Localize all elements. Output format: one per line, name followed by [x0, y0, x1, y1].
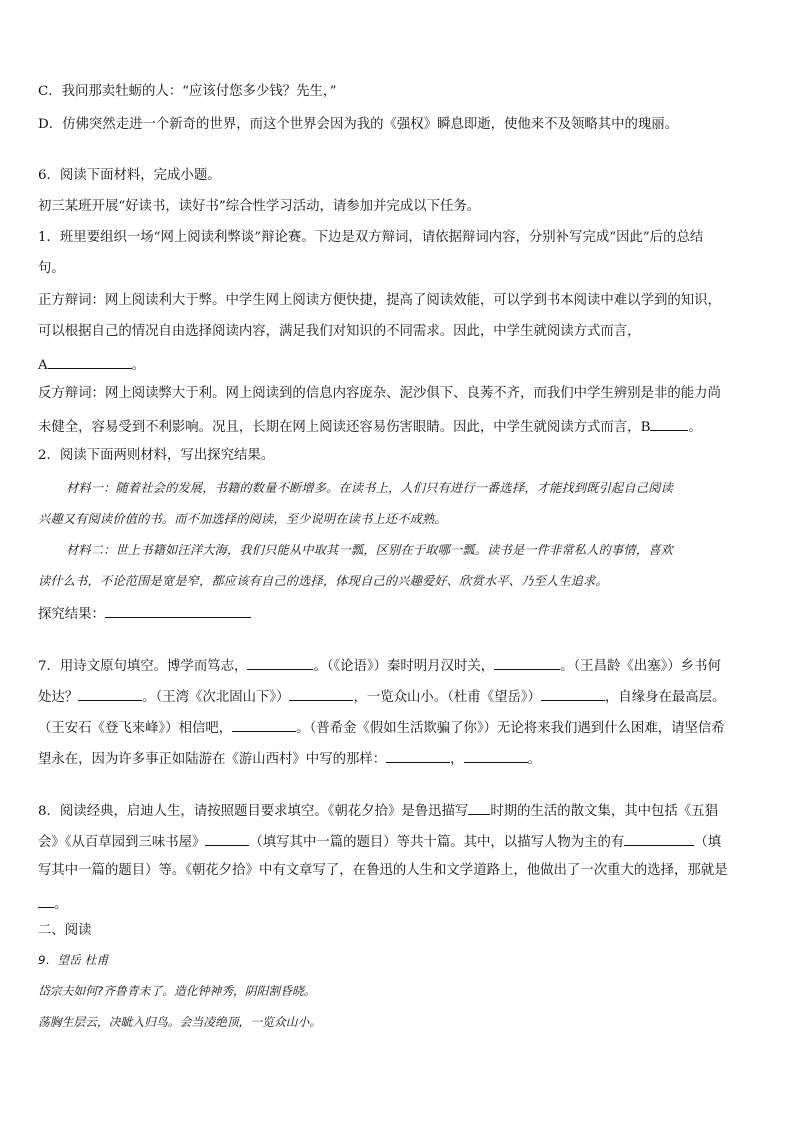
q8-line2 [38, 831, 721, 852]
pro-answer-end: 。 [131, 358, 146, 373]
material1-line2: 兴趣又有阅读价值的书。而不加选择的阅读，至少说明在读书上还不成熟。 [38, 512, 447, 526]
pro-argument-line1: 正方辩词：网上阅读利大于弊。中学生网上阅读方便快捷，提高了阅读效能，可以学到书本阅读中难以学到的知识， [38, 293, 721, 308]
q7-text-2c: ，一览众山小。（杜甫《望岳》） [353, 690, 541, 705]
q7-line2 [38, 686, 725, 707]
q7-text-1a: 7．用诗文原句填空。博学而笃志， [38, 659, 248, 674]
q7-text-2d: ，自缘身在最高层。 [604, 690, 726, 705]
q8-blank-3[interactable] [624, 831, 694, 846]
q6-task1-line2: 句。 [38, 261, 65, 276]
q8-blank-4[interactable] [38, 893, 54, 908]
material2-line1: 材料二：世上书籍如汪洋大海，我们只能从中取其一瓢，区别在于取哪一瓢。读书是一件非常私人的事情，喜欢 [66, 543, 673, 557]
q7-text-2b: 。（王湾《次北固山下》） [142, 690, 290, 705]
q7-text-4c: 。 [527, 752, 541, 767]
pro-argument-line2: 可以根据自己的情况自由选择阅读内容，满足我们对知识的不同需求。因此，中学生就阅读方式而言， [38, 324, 641, 339]
q7-blank-4[interactable] [289, 686, 353, 701]
q7-blank-2[interactable] [494, 655, 560, 670]
q7-line1 [38, 655, 721, 676]
q8-text-1a: 8．阅读经典，启迪人生，请按照题目要求填空。《朝花夕拾》是鲁迅描写 [38, 804, 469, 819]
con-answer-blank[interactable] [650, 416, 688, 431]
material1-line1: 材料一：随着社会的发展，书籍的数量不断增多。在读书上，人们只有进行一番选择，才能找到既引起自己阅读 [66, 481, 673, 495]
q8-blank-2[interactable] [205, 831, 249, 846]
q8-line4 [38, 893, 67, 914]
poem-line1: 岱宗夫如何?齐鲁青未了。造化钟神秀，阴阳割昏晓。 [38, 984, 316, 998]
material2-line2: 读什么书，不论范围是宽是窄，都应该有自己的选择，体现自己的兴趣爱好、欣赏水平、乃至人生追求。 [38, 574, 608, 588]
q8-text-2b: （填写其中一篇的题目）等共十篇。其中，以描写人物为主的有 [249, 835, 625, 850]
q7-line4 [38, 748, 541, 769]
pro-answer-label: A [38, 358, 48, 373]
q7-text-3a: （王安石《登飞来峰》）相信吧， [38, 721, 233, 736]
q8-line3: 写其中一篇的题目）等。《朝花夕拾》中有文章写了，在鲁迅的人生和文学道路上，他做出了一次重大的选择，那就是 [38, 863, 728, 878]
q7-text-4a: 望永在，因为许多事正如陆游在《游山西村》中写的那样： [38, 752, 387, 767]
q7-text-4b: ， [450, 752, 464, 767]
q8-text-1b: 时期的生活的散文集，其中包括《五猖 [490, 804, 718, 819]
option-c: C．我问那卖牡蛎的人：“应该付您多少钱？先生，” [38, 84, 337, 99]
q7-text-1b: 。（《论语》）秦时明月汉时关， [313, 659, 495, 674]
q7-line3 [38, 717, 725, 738]
q8-text-2c: （填 [694, 835, 722, 850]
q6-task2: 2．阅读下面两则材料，写出探究结果。 [38, 448, 275, 463]
q6-title: 6．阅读下面材料，完成小题。 [38, 168, 221, 183]
q7-text-2a: 处达？ [38, 690, 79, 705]
q6-intro: 初三某班开展“好读书，读好书”综合性学习活动，请参加并完成以下任务。 [38, 199, 481, 214]
poem-line2: 荡胸生层云，决眦入归鸟。会当凌绝顶，一览众山小。 [38, 1015, 322, 1029]
con-argument-text: 未健全，容易受到不利影响。况且，长期在网上阅读还容易伤害眼睛。因此，中学生就阅读方式而言，B [38, 420, 651, 435]
q8-text-4end: 。 [54, 897, 68, 912]
q8-text-2a: 会》《从百草园到三味书屋》 [38, 835, 206, 850]
q7-blank-7[interactable] [386, 748, 450, 763]
q7-text-3b: 。（普希金《假如生活欺骗了你》）无论将来我们遇到什么困难，请坚信希 [296, 721, 725, 736]
q8-blank-1[interactable] [468, 800, 490, 815]
con-argument-line2 [38, 416, 702, 437]
q7-blank-8[interactable] [464, 748, 528, 763]
pro-answer-blank[interactable] [48, 354, 132, 369]
con-answer-end: 。 [688, 420, 702, 435]
result-label: 探究结果： [38, 607, 105, 622]
q6-task1-line1: 1．班里要组织一场“网上阅读利弊谈”辩论赛。下边是双方辩词，请依据辩词内容，分别补写完成“因此”后的总结 [38, 230, 704, 245]
q7-blank-3[interactable] [78, 686, 142, 701]
q7-text-1c: 。（王昌龄《出塞》）乡书何 [560, 659, 721, 674]
section-heading: 二、阅读 [38, 923, 92, 938]
q8-line1 [38, 800, 718, 821]
q7-blank-1[interactable] [247, 655, 313, 670]
result-line [38, 603, 251, 624]
pro-answer-line [38, 354, 145, 375]
result-blank[interactable] [105, 603, 251, 618]
q7-blank-6[interactable] [232, 717, 296, 732]
option-d: D．仿佛突然走进一个新奇的世界，而这个世界会因为我的《强权》瞬息即逝，使他来不及领略其中的瑰丽。 [38, 117, 679, 132]
con-argument-line1: 反方辩词：网上阅读弊大于利。网上阅读到的信息内容庞杂、泥沙俱下、良莠不齐，而我们中学生辨别是非的能力尚 [38, 386, 721, 401]
q7-blank-5[interactable] [541, 686, 605, 701]
q9-title: 9．望岳 杜甫 [38, 953, 109, 967]
